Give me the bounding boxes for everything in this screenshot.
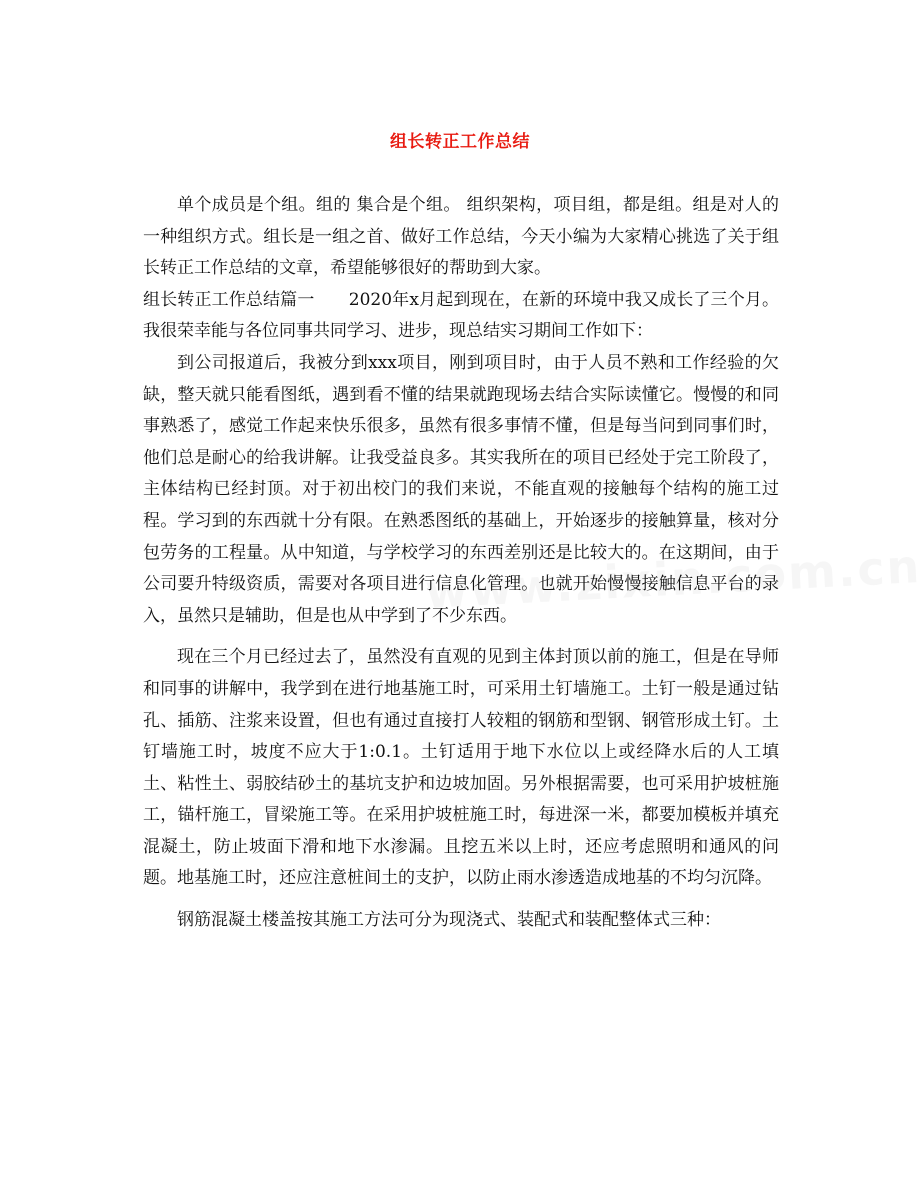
section-heading-paragraph: 组长转正工作总结篇一 2020年x月起到现在，在新的环境中我又成长了三个月。我很荣幸能与各位同事共同学习、进步，现总结实习期间工作如下： bbox=[143, 289, 779, 342]
document-body bbox=[143, 190, 779, 937]
body-paragraph: 钢筋混凝土楼盖按其施工方法可分为现浇式、装配式和装配整体式三种： bbox=[177, 910, 721, 931]
intro-paragraph: 单个成员是个组。组的 集合是个组。 组织架构，项目组，都是组。组是对人的一种组织方式。组长是一组之首、做好工作总结，今天小编为大家精心挑选了关于组长转正工作总结的文章，希望能够很好的帮助到大家。 bbox=[143, 195, 779, 279]
body-paragraph: 到公司报道后，我被分到xxx项目，刚到项目时，由于人员不熟和工作经验的欠缺，整天就只能看图纸，遇到看不懂的结果就跑现场去结合实际读懂它。慢慢的和同事熟悉了，感觉工作起来快乐很多，虽然有很多事情不懂，但是每当问到同事们时，他们总是耐心的给我讲解。让我受益良多。其实我所在的项目已经处于完工阶段了，主体结构已经封顶。对于初出校门的我们来说，不能直观的接触每个结构的施工过程。学习到的东西就十分有限。在熟悉图纸的基础上，开始逐步的接触算量，核对分包劳务的工程量。从中知道，与学校学习的东西差别还是比较大的。在这期间，由于公司要升特级资质，需要对各项目进行信息化管理。也就开始慢慢接触信息平台的录入，虽然只是辅助，但是也从中学到了不少东西。 bbox=[143, 352, 779, 626]
body-paragraph: 现在三个月已经过去了，虽然没有直观的见到主体封顶以前的施工，但是在导师和同事的讲解中，我学到在进行地基施工时，可采用土钉墙施工。土钉一般是通过钻孔、插筋、注浆来设置，但也有通过直接打人较粗的钢筋和型钢、钢管形成土钉。土钉墙施工时，坡度不应大于1:0.1。土钉适用于地下水位以上或经降水后的人工填土、粘性土、弱胶结砂土的基坑支护和边坡加固。另外根据需要，也可采用护坡桩施工，锚杆施工，冒梁施工等。在采用护坡桩施工时，每进深一米，都要加模板并填充混凝土，防止坡面下滑和地下水渗漏。且挖五米以上时，还应考虑照明和通风的问题。地基施工时，还应注意桩间土的支护，以防止雨水渗透造成地基的不均匀沉降。 bbox=[143, 647, 779, 889]
paragraph-gap bbox=[143, 895, 779, 905]
document-title: 组长转正工作总结 bbox=[390, 132, 530, 152]
paragraph-gap bbox=[143, 632, 779, 642]
